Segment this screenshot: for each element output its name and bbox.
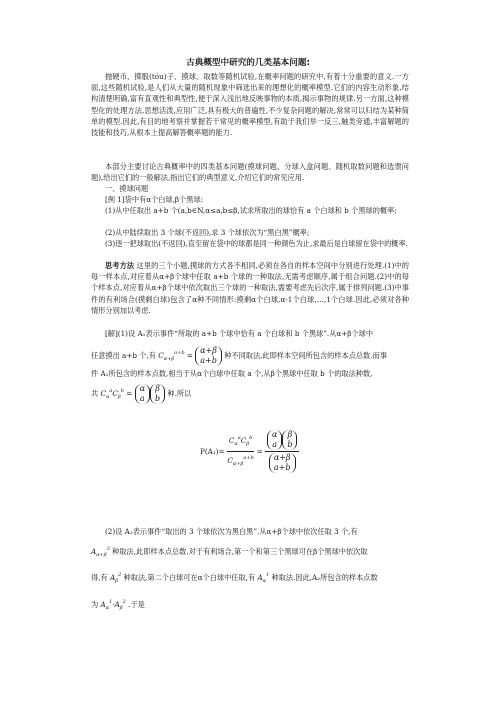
intro-paragraph-1: 抛硬币、掷骰(tóu)子、摸球、取数等随机试验,在概率问题的研究中,有着十分重要的意义.一方面,这些随机试验,是人们从大量的随机现象中筛选出来的理想化的概率模型.它们的内容生动形象,结构清楚明确,富有直观性和典型性,便于深入浅出地反映事物的本质,揭示事物的规律.另一方面,这种模型化的处理方法,思想活泼,应用广泛,具有极大的普遍性,不少复杂问题的解决,常常可以归结为某种简单的模型.因此,有目的地考察并掌握若干常见的概率模型,有助于我们举一反三,触类旁通,丰富解题的技能和技巧,从根本上提高解答概率题的能力.: [91, 72, 409, 138]
solution-line-6-text: 种取法,此即样本点总数.对于有利场合,第一个和第三个黑球可在β个黑球中依次取: [112, 547, 368, 556]
question-3: (3)逐一把球取出(不返回),直至留在袋中的球都是同一种颜色为止,求最后是白球留在袋中的概率.: [105, 239, 408, 248]
solution-line-2-text-b: 种不同取法,此即样本空间所包含的样本点总数.而事: [224, 351, 387, 360]
combination-product: $C_\alpha^aC_\beta^b$: [100, 388, 124, 400]
thinking-method-label: 思考方法: [105, 261, 135, 270]
arrangement-product: $A_\alpha^1\cdot A_\beta^2$: [100, 599, 126, 611]
solution-line-8: [91, 597, 421, 614]
arrangement-alpha-1: $A_\alpha^1$: [257, 572, 270, 584]
solution-line-5: (2)设 A₂表示事件“取出的 3 个球依次为黑白黑”.从α+β个球中依次任取 3 个,有: [105, 527, 358, 536]
combination-symbol: $C_{\alpha+\beta}^{a+b}$: [158, 350, 185, 362]
example-1-heading: [例 1]袋中有α个白球,β个黑球:: [105, 195, 204, 204]
binomial-beta-b: β b: [150, 384, 165, 404]
question-1: (1)从中任取出 a+b 个(a,b∈N,α≤a,b≤β,试求所取出的球恰有 a 个白球和 b 个黑球的概率;: [105, 206, 397, 215]
solution-line-7-text-a: 得,有: [91, 573, 108, 582]
arrangement-beta-2: $A_\beta^2$: [109, 572, 122, 584]
solution-line-8-text-b: .于是: [128, 600, 145, 609]
fraction-binomials: α a β b α+β a+b: [265, 430, 300, 473]
solution-line-7-text-c: 种取法.因此,A₂所包含的样本点数: [271, 573, 378, 582]
equals-sign-3: =: [256, 446, 263, 456]
thinking-method-paragraph: [91, 260, 409, 316]
binomial-total: α+β a+b: [195, 346, 222, 366]
binomial-alpha-a: α a: [135, 384, 150, 404]
solution-line-3: 件 A₁所包含的样本点数,相当于从α个白球中任取 a 个,从β个黑球中任取 b 个的取法种数,: [91, 369, 373, 378]
solution-line-1: [解](1)设 A₁表示事件“所取的 a+b 个球中恰有 a 个白球和 b 个黑球”.从α+β个球中: [105, 329, 374, 338]
equals-sign-2: =: [126, 389, 133, 398]
question-2: (2)从中陆续取出 3 个球(不返回),求 3 个球依次为“黑白黑”概率;: [105, 228, 310, 237]
page-title: 古典概型中研究的几类基本问题:: [186, 58, 310, 68]
solution-line-4-text-b: 种.所以: [167, 389, 192, 398]
solution-line-7: [91, 570, 421, 587]
equals-sign: =: [186, 351, 193, 360]
probability-formula-A1: [200, 430, 299, 473]
solution-line-8-text-a: 为: [91, 600, 99, 609]
solution-line-7-text-b: 种取法,第二个白球可在α个白球中任取,有: [123, 573, 256, 582]
section-heading-ball-drawing: 一、摸球问题: [105, 184, 149, 193]
solution-line-6: [91, 544, 421, 561]
solution-line-2-text-a: 任意摸出 a+b 个,有: [91, 351, 156, 360]
fraction-combinations: $\frac{C_\alpha^aC_\beta^b}{C_{\alpha+\beta}^{a+b}}$: [227, 434, 254, 467]
thinking-method-text: 这里的三个小题,摸球的方式各不相同,必须在各自的样本空间中分别进行处理.(1)中的每一样本点,对应着从α+β个球中任取 a+b 个球的一种取法,无需考虑顺序,属于组合问题.(2)中的每个样本点,对应着从α+β个球中依次取出三个球的一种取法,需要考虑先后次序,属于排列问题.(3)中事件的有利场合(摸剩白球)包含了α种不同情形:摸剩α个白球,α-1个白球,…,1个白球.因此,必须对各种情形分别加以考虑.: [91, 261, 409, 315]
solution-line-4-text-a: 共: [91, 389, 99, 398]
solution-line-2: [91, 346, 421, 366]
intro-paragraph-2: 本部分主要讨论古典概率中的四类基本问题(摸球问题、分球入盒问题、随机取数问题和选票问题),给出它们的一般解法,指出它们的典型意义,介绍它们的常见应用.: [91, 162, 409, 183]
solution-line-4: [91, 384, 421, 404]
arrangement-total: $A_{\alpha+\beta}^3$: [91, 546, 110, 558]
probability-label: P(A₁)=: [200, 446, 225, 456]
